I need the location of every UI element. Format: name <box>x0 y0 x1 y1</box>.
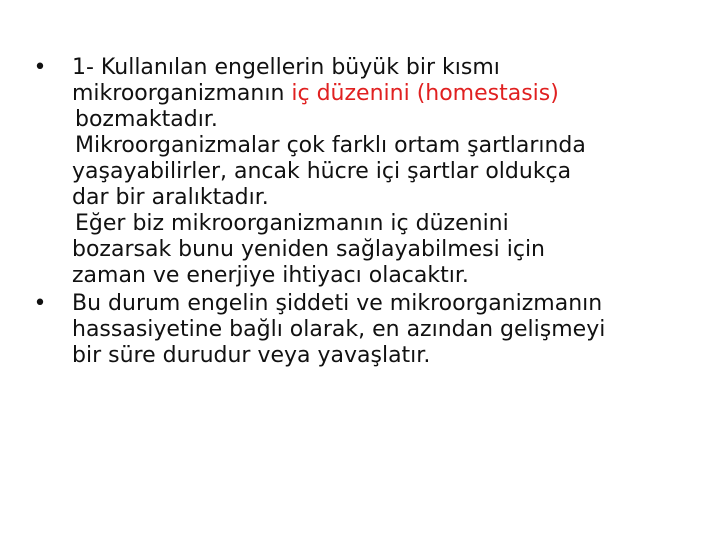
text-line <box>72 81 710 107</box>
text-line: zaman ve enerjiye ihtiyacı olacaktır. <box>72 263 469 288</box>
text-line: dar bir aralıktadır. <box>72 185 269 210</box>
bullet-point-icon: • <box>33 291 47 316</box>
text-line: bozarsak bunu yeniden sağlayabilmesi için <box>72 237 545 262</box>
text-line: bir süre durudur veya yavaşlatır. <box>72 343 431 368</box>
bullet-point-icon: • <box>33 55 47 80</box>
bullet-item-1 <box>30 55 710 289</box>
text-line: Bu durum engelin şiddeti ve mikroorganizmanın <box>72 291 603 316</box>
text-line: hassasiyetine bağlı olarak, en azından gelişmeyi <box>72 317 606 342</box>
text-line: bozmaktadır. <box>75 107 218 132</box>
text-line: yaşayabilirler, ancak hücre içi şartlar oldukça <box>72 159 572 184</box>
text-segment: mikroorganizmanın <box>72 81 292 106</box>
text-line: Eğer biz mikroorganizmanın iç düzenini <box>75 211 509 236</box>
highlighted-term: iç düzenini (homestasis) <box>291 81 559 106</box>
text-line: 1- Kullanılan engellerin büyük bir kısmı <box>72 55 500 80</box>
bullet-list <box>30 55 710 369</box>
bullet-item-2 <box>30 291 710 369</box>
text-line: Mikroorganizmalar çok farklı ortam şartlarında <box>75 133 586 158</box>
